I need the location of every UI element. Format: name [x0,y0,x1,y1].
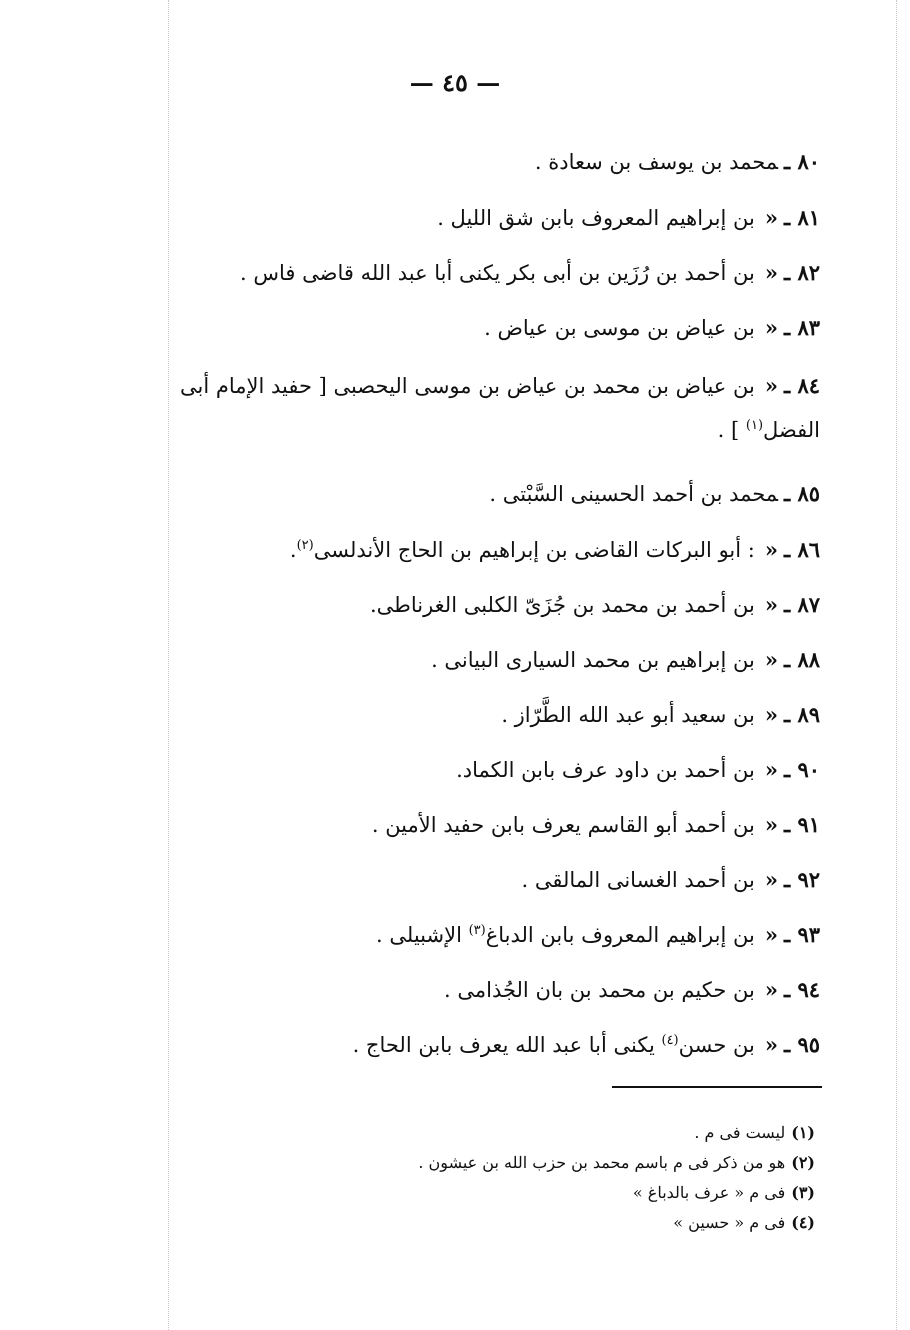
ditto-mark: « [764,592,778,617]
entry-text: بن إبراهيم بن محمد السيارى البيانى . [431,648,755,672]
entry-number: ٨٨ ـ [783,647,820,672]
footnote-ref: (١) [745,418,764,433]
entry-row [484,308,820,348]
entry-text: بن حسن [678,1033,755,1057]
ditto-mark: « [764,977,778,1002]
entry-number: ٨٩ ـ [783,702,820,727]
footnote [195,1178,815,1208]
footnote-text: فى م « حسين » [673,1213,786,1232]
page-number: — ٤٥ — [409,68,501,97]
entry-text-after: يكنى أبا عبد الله يعرف بابن الحاج . [352,1033,662,1057]
entry-row [437,198,820,238]
footnote-number: (١) [791,1123,815,1142]
entry-row [456,750,820,790]
entry-number: ٩١ ـ [783,812,820,837]
entry-number: ٨٠ ـ [783,149,820,174]
entry-text: بن سعيد أبو عبد الله الطَّرّاز . [501,703,755,727]
ditto-mark: « [764,867,778,892]
entry-row [501,695,820,735]
entry-row [489,474,820,514]
entry-row [376,915,820,955]
footnote-ref: (٣) [468,923,486,938]
entry-text: بن إبراهيم المعروف بابن الدباغ [485,923,755,947]
entry-text: بن حكيم بن محمد بن بان الجُذامى . [444,978,755,1002]
entry-number: ٨٤ ـ [783,373,820,398]
footnote-ref: (٤) [661,1033,679,1048]
entry-row [522,860,820,900]
entry-text: بن عياض بن محمد بن عياض بن موسى اليحصبى [ حفيد الإمام أبى الفضل [179,374,820,442]
entry-text: بن أحمد بن رُزَين بن أبى بكر يكنى أبا عبد الله قاضى فاس . [240,261,755,285]
entry-number: ٩٢ ـ [783,867,820,892]
ditto-mark: « [764,205,778,230]
entry-text: بن أحمد بن داود عرف بابن الكماد. [456,758,755,782]
entry-text: بن أحمد أبو القاسم يعرف بابن حفيد الأمين . [371,813,755,837]
entry-text: بن إبراهيم المعروف بابن شق الليل . [437,206,755,230]
footnote [195,1208,815,1238]
entry-text: بن أحمد بن محمد بن جُزَىّ الكلبى الغرناطى. [369,593,755,617]
entry-row [240,253,820,293]
entry-row [444,970,820,1010]
footnote-text: فى م « عرف بالدباغ » [632,1183,786,1202]
ditto-mark: « [764,537,778,562]
footnote [195,1118,815,1148]
ditto-mark: « [764,373,778,398]
footnote-number: (٣) [791,1183,815,1202]
footnote-text: هو من ذكر فى م باسم محمد بن حزب الله بن عيشون . [418,1153,786,1172]
footnote [195,1148,815,1178]
entry-text: محمد بن أحمد الحسينى السَّبْتى . [489,482,778,506]
entry-row [160,364,820,452]
entry-row [535,142,820,182]
footnote-text: ليست فى م . [694,1123,786,1142]
entry-number: ٨٧ ـ [783,592,820,617]
ditto-mark: « [764,260,778,285]
ditto-mark: « [764,812,778,837]
entry-text: محمد بن يوسف بن سعادة . [534,150,778,174]
ditto-mark: « [764,647,778,672]
footnote-separator [612,1086,822,1088]
entry-row [372,805,820,845]
entry-number: ٩٠ ـ [783,757,820,782]
entry-number: ٨٢ ـ [783,260,820,285]
entry-number: ٩٤ ـ [783,977,820,1002]
entry-row [353,1025,820,1065]
entry-number: ٨٦ ـ [783,537,820,562]
entry-number: ٨١ ـ [783,205,820,230]
footnote-ref: (٢) [296,538,314,553]
entry-number: ٨٣ ـ [783,315,820,340]
entry-text-after: الإشبيلى . [376,923,469,947]
ditto-mark: « [764,1032,778,1057]
entry-number: ٨٥ ـ [783,481,820,506]
entry-number: ٩٣ ـ [783,922,820,947]
ditto-mark: « [764,757,778,782]
entry-text: بن أحمد الغسانى المالقى . [521,868,755,892]
entry-row [290,530,820,570]
entry-text-after: ] . [717,418,746,442]
ditto-mark: « [764,922,778,947]
ditto-mark: « [764,315,778,340]
entry-number: ٩٥ ـ [783,1032,820,1057]
footnote-list [195,1118,815,1238]
entry-row [370,585,820,625]
footnote-number: (٢) [791,1153,815,1172]
entry-row [431,640,820,680]
ditto-mark: « [764,702,778,727]
entry-text: بن عياض بن موسى بن عياض . [484,316,755,340]
entry-text-after: . [289,538,297,562]
entry-text: : أبو البركات القاضى بن إبراهيم بن الحاج الأندلسى [313,538,755,562]
footnote-number: (٤) [791,1213,815,1232]
